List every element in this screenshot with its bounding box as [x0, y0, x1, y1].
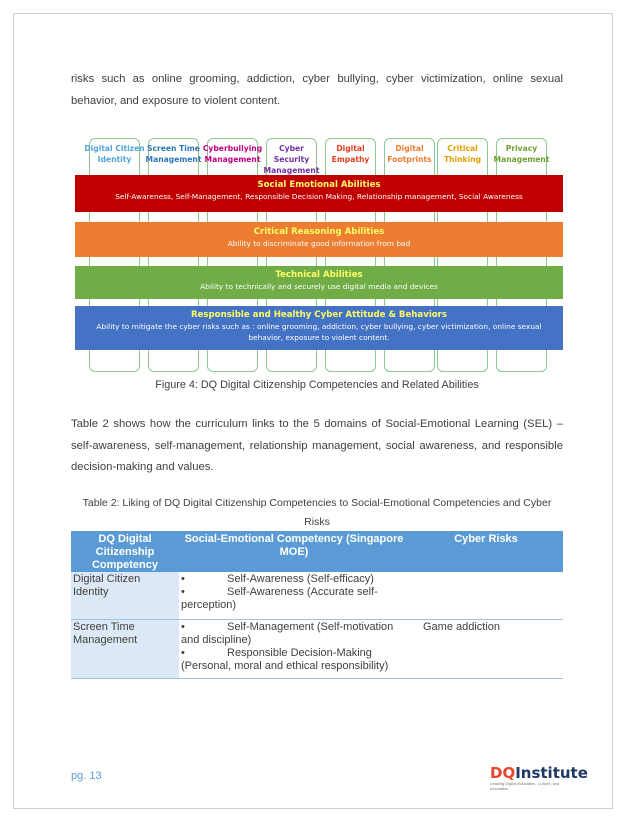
sel-item-text: Responsible Decision-Making (Personal, moral and ethical responsibility)	[181, 647, 389, 672]
bullet-glyph: •	[181, 621, 185, 633]
competency-label: Screen Time Management	[145, 144, 202, 164]
competency-cell: Screen Time Management	[71, 620, 179, 679]
band-responsible	[75, 306, 563, 350]
list-item	[181, 586, 407, 612]
bullet-glyph: •	[181, 647, 185, 659]
competency-table	[71, 531, 563, 679]
page-border	[13, 13, 613, 809]
figure-caption: Figure 4: DQ Digital Citizenship Competencies and Related Abilities	[155, 379, 479, 391]
column-header: Cyber Risks	[409, 531, 563, 572]
column-header: Social-Emotional Competency (Singapore MOE)	[179, 531, 409, 572]
band-description: Ability to discriminate good information from bad	[227, 239, 411, 248]
competency-label: Cyberbullying Management	[202, 144, 263, 164]
table-row	[71, 620, 563, 679]
table-header-row	[71, 531, 563, 572]
table-caption: Table 2: Liking of DQ Digital Citizenship Competencies to Social-Emotional Competencies and Cyber Risks	[82, 497, 552, 528]
list-item	[181, 621, 407, 647]
competency-label: Critical Thinking	[443, 144, 482, 164]
competency-label: Digital Footprints	[387, 144, 432, 164]
table-row	[71, 572, 563, 620]
sel-item-text: Self-Awareness (Accurate self-perception)	[181, 586, 378, 611]
bullet-glyph: •	[181, 573, 185, 585]
sel-cell	[179, 572, 409, 620]
logo-institute-text: Institute	[515, 764, 588, 782]
band-critical-reasoning	[75, 222, 563, 257]
logo-dq-text: DQ	[490, 764, 516, 782]
sel-item-text: Self-Awareness (Self-efficacy)	[227, 573, 374, 585]
band-description: Self-Awareness, Self-Management, Responsible Decision Making, Relationship management, Social Awareness	[115, 192, 523, 201]
band-social-emotional	[75, 175, 563, 212]
band-title: Technical Abilities	[275, 270, 363, 280]
band-description: Ability to technically and securely use digital media and devices	[200, 282, 438, 291]
logo-tagline: Leading Digital Education, Culture, and Innovation	[490, 781, 560, 791]
dq-institute-logo	[490, 764, 588, 792]
list-item	[181, 647, 407, 673]
risks-cell: Game addiction	[409, 620, 563, 679]
list-item	[181, 573, 407, 586]
sel-cell	[179, 620, 409, 679]
competency-label: Cyber Security Management	[263, 144, 320, 175]
competency-label: Privacy Management	[493, 144, 550, 164]
intro-paragraph: risks such as online grooming, addiction, cyber bullying, cyber victimization, online sexual behavior, and exposure to violent content.	[71, 73, 563, 107]
competency-label: Digital Empathy	[331, 144, 370, 164]
competency-label: Digital Citizen Identity	[84, 144, 145, 164]
sel-item-text: Self-Management (Self-motivation and discipline)	[181, 621, 394, 646]
competency-figure	[75, 138, 563, 374]
risks-cell	[409, 572, 563, 620]
body-paragraph: Table 2 shows how the curriculum links to the 5 domains of Social-Emotional Learning (SEL) – self-awareness, self-management, relationship management, social awareness, and responsible decision-making and values.	[71, 418, 563, 473]
competency-cell: Digital Citizen Identity	[71, 572, 179, 620]
page-number: pg. 13	[71, 770, 102, 782]
column-header: DQ Digital Citizenship Competency	[71, 531, 179, 572]
band-description: Ability to mitigate the cyber risks such as : online grooming, addiction, cyber bullying, cyber victimization, online sexual behavior, exposure to violent content.	[96, 322, 542, 342]
band-title: Responsible and Healthy Cyber Attitude & Behaviors	[190, 310, 448, 320]
bullet-glyph: •	[181, 586, 185, 598]
band-title: Social Emotional Abilities	[257, 180, 381, 190]
band-technical	[75, 266, 563, 299]
band-title: Critical Reasoning Abilities	[253, 227, 385, 237]
